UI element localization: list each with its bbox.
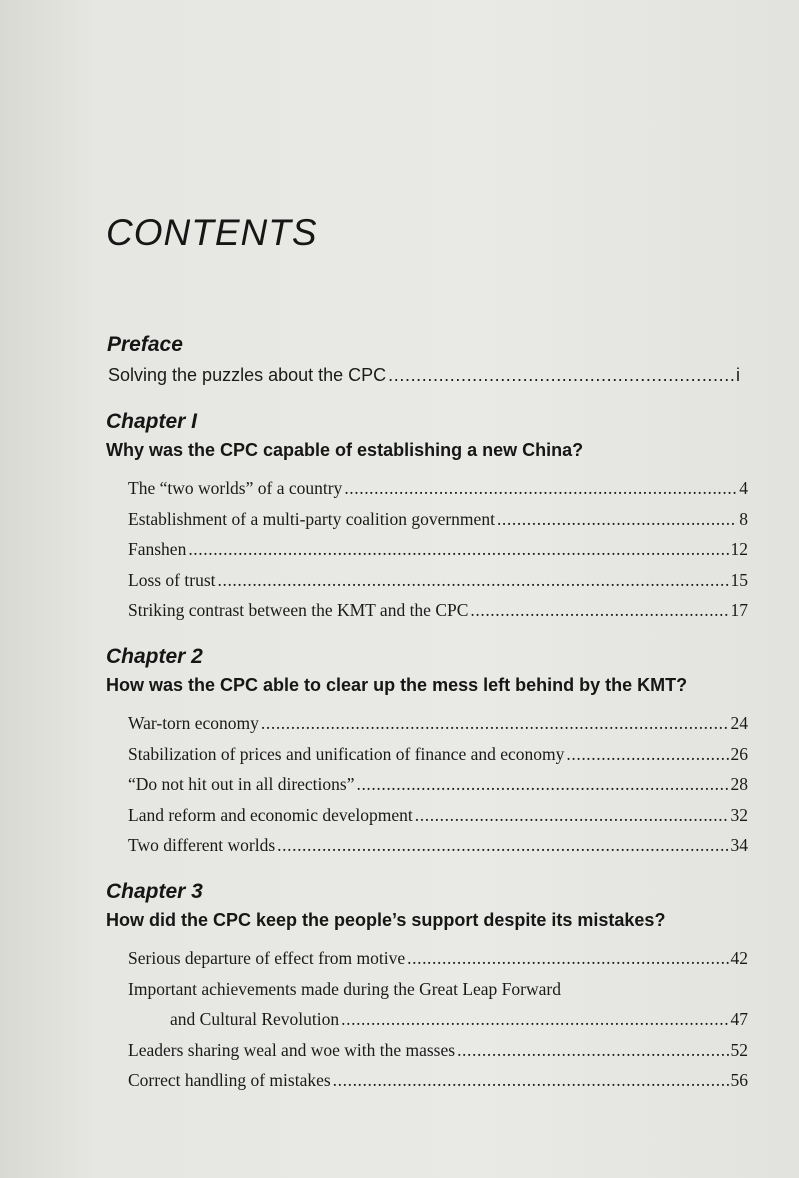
toc-entry[interactable] <box>128 595 748 626</box>
chapter-label: Chapter 2 <box>106 645 203 668</box>
toc-entry-text: Correct handling of mistakes <box>128 1070 331 1090</box>
toc-page-number: 26 <box>730 743 748 764</box>
toc-entry[interactable] <box>128 473 748 504</box>
toc-entry[interactable] <box>128 739 748 770</box>
dot-leader <box>470 595 728 626</box>
toc-page-number: 47 <box>730 1009 748 1029</box>
toc-page-number: 28 <box>730 774 748 794</box>
toc-page-number: 15 <box>730 569 748 590</box>
dot-leader <box>188 534 728 565</box>
toc-page-number: 12 <box>730 539 748 559</box>
toc-entry[interactable] <box>128 1065 748 1096</box>
dot-leader <box>566 739 728 770</box>
chapter-2 <box>106 645 756 861</box>
toc-entry-preface[interactable] <box>108 365 740 386</box>
toc-entry-text: War-torn economy <box>128 713 259 733</box>
dot-leader <box>218 565 729 596</box>
dot-leader <box>407 943 728 974</box>
toc-entry-line1[interactable] <box>128 974 748 1005</box>
toc-page-number: 34 <box>730 835 748 855</box>
toc-entry-text: Stabilization of prices and unification of finance and economy <box>128 743 565 764</box>
toc-page-number: 42 <box>730 948 748 968</box>
dot-leader <box>344 473 737 504</box>
toc-page-number: 56 <box>730 1070 748 1090</box>
toc-entry-text: and Cultural Revolution <box>170 1009 340 1029</box>
chapter-label: Chapter I <box>106 410 198 433</box>
toc-page-number: 4 <box>739 478 748 498</box>
preface-heading: Preface <box>107 333 183 356</box>
toc-entry[interactable] <box>128 565 748 596</box>
dot-leader <box>497 504 737 535</box>
chapter-question: Why was the CPC capable of establishing a new China? <box>106 440 584 460</box>
toc-entry-text: Land reform and economic development <box>128 804 413 825</box>
toc-entry-text: Two different worlds <box>128 835 276 855</box>
chapter-entries <box>128 943 748 1096</box>
dot-leader <box>261 708 729 739</box>
chapter-question: How did the CPC keep the people’s support despite its mistakes? <box>106 910 666 930</box>
chapter-label: Chapter 3 <box>106 880 203 903</box>
toc-entry-text: Striking contrast between the KMT and the CPC <box>128 600 469 620</box>
toc-entry[interactable] <box>128 708 748 739</box>
toc-entry-text: Leaders sharing weal and woe with the masses <box>128 1039 456 1060</box>
chapter-question: How was the CPC able to clear up the mess left behind by the KMT? <box>106 675 688 695</box>
toc-entry-text: “Do not hit out in all directions” <box>128 774 355 794</box>
dot-leader <box>341 1004 728 1035</box>
dot-leader <box>415 800 729 831</box>
toc-entry-text: Loss of trust <box>128 569 216 590</box>
toc-entry[interactable] <box>128 534 748 565</box>
dot-leader <box>388 365 734 386</box>
toc-page-number: 24 <box>730 713 748 733</box>
chapter-entries <box>128 473 748 626</box>
toc-entry-text: Important achievements made during the Great Leap Forward <box>128 978 561 999</box>
toc-entry-text: Fanshen <box>128 539 187 559</box>
toc-page-number: 17 <box>730 600 748 620</box>
toc-entry[interactable] <box>128 504 748 535</box>
toc-entry[interactable] <box>128 830 748 861</box>
chapter-1 <box>106 410 756 626</box>
page-title: CONTENTS <box>106 212 318 253</box>
chapter-3 <box>106 880 756 1096</box>
toc-entry-text: Solving the puzzles about the CPC <box>108 365 387 385</box>
toc-entry[interactable] <box>128 943 748 974</box>
dot-leader <box>457 1035 728 1066</box>
toc-page-number: i <box>736 365 740 385</box>
toc-page-number: 8 <box>739 508 748 529</box>
toc-entry[interactable] <box>128 1035 748 1066</box>
toc-entry-text: Serious departure of effect from motive <box>128 948 406 968</box>
toc-entry-text: The “two worlds” of a country <box>128 478 343 498</box>
toc-entry-line2[interactable] <box>128 1004 748 1035</box>
toc-page-number: 52 <box>730 1039 748 1060</box>
toc-entry[interactable] <box>128 800 748 831</box>
toc-entry-text: Establishment of a multi-party coalition government <box>128 508 495 529</box>
toc-entry[interactable] <box>128 769 748 800</box>
dot-leader <box>277 830 728 861</box>
dot-leader <box>356 769 728 800</box>
dot-leader <box>333 1065 729 1096</box>
chapter-entries <box>128 708 748 861</box>
toc-page-number: 32 <box>730 804 748 825</box>
